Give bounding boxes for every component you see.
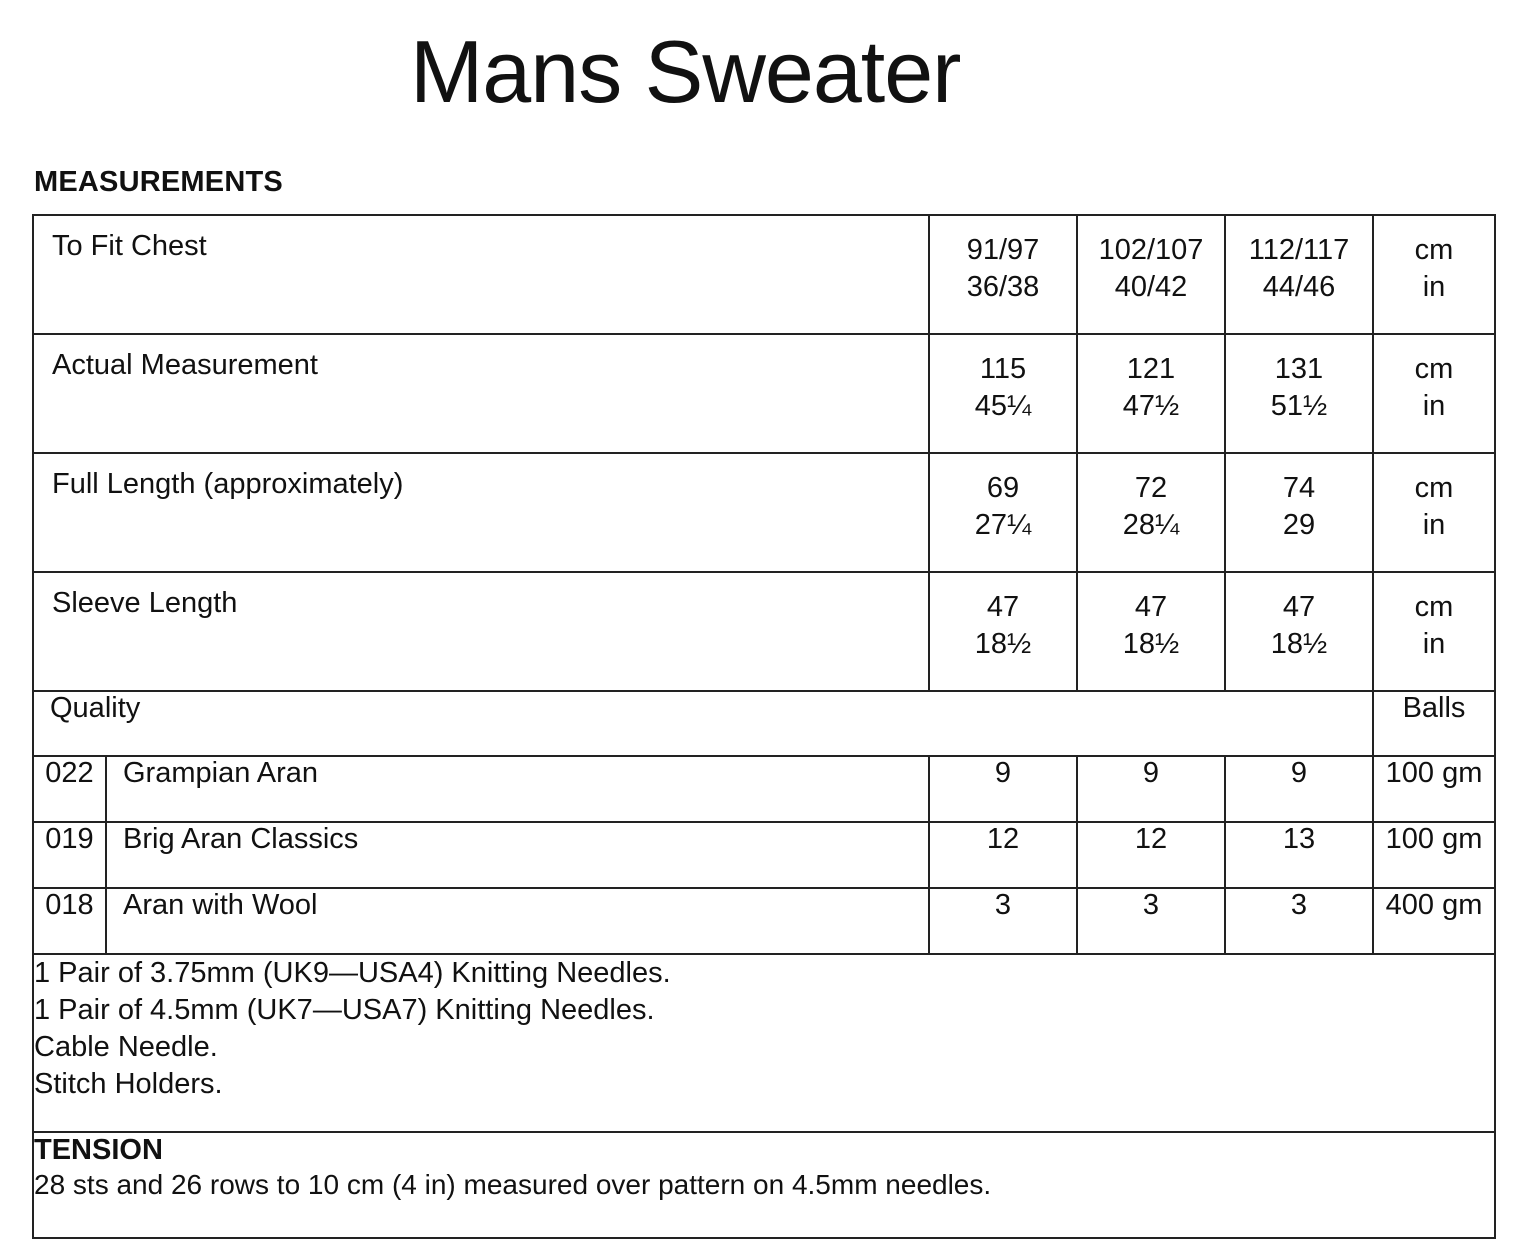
yarn-name: Brig Aran Classics xyxy=(106,822,929,888)
unit-label: cm in xyxy=(1373,334,1495,453)
yarn-code: 019 xyxy=(33,822,106,888)
tension-heading: TENSION xyxy=(34,1134,163,1166)
size-1-value: 69 27¼ xyxy=(929,453,1077,572)
needle-item: 1 Pair of 3.75mm (UK9—USA4) Knitting Needles. xyxy=(34,957,671,989)
ball-weight: 100 gm xyxy=(1373,822,1495,888)
size-1-value: 115 45¼ xyxy=(929,334,1077,453)
tension-row xyxy=(33,1132,1495,1238)
quality-row xyxy=(33,691,1495,756)
tension-text: 28 sts and 26 rows to 10 cm (4 in) measured over pattern on 4.5mm needles. xyxy=(34,1169,992,1200)
measurement-label: To Fit Chest xyxy=(33,215,929,334)
size-3-balls: 9 xyxy=(1225,756,1373,822)
size-3-value: 112/117 44/46 xyxy=(1225,215,1373,334)
size-1-value: 91/97 36/38 xyxy=(929,215,1077,334)
page-title: Mans Sweater xyxy=(410,22,961,121)
size-2-balls: 9 xyxy=(1077,756,1225,822)
unit-label: cm in xyxy=(1373,215,1495,334)
yarn-row xyxy=(33,756,1495,822)
yarn-row xyxy=(33,888,1495,954)
measurement-row-actual xyxy=(33,334,1495,453)
size-2-value: 72 28¼ xyxy=(1077,453,1225,572)
measurements-heading: MEASUREMENTS xyxy=(34,166,283,198)
size-3-value: 131 51½ xyxy=(1225,334,1373,453)
measurement-row-chest xyxy=(33,215,1495,334)
unit-label: cm in xyxy=(1373,572,1495,691)
size-2-balls: 12 xyxy=(1077,822,1225,888)
measurement-label: Full Length (approximately) xyxy=(33,453,929,572)
size-2-value: 47 18½ xyxy=(1077,572,1225,691)
size-2-value: 102/107 40/42 xyxy=(1077,215,1225,334)
size-1-balls: 12 xyxy=(929,822,1077,888)
ball-weight: 100 gm xyxy=(1373,756,1495,822)
size-1-balls: 3 xyxy=(929,888,1077,954)
needle-item: 1 Pair of 4.5mm (UK7—USA7) Knitting Needles. xyxy=(34,994,655,1026)
yarn-name: Grampian Aran xyxy=(106,756,929,822)
needles-row xyxy=(33,954,1495,1132)
measurement-label: Sleeve Length xyxy=(33,572,929,691)
measurement-row-sleeve xyxy=(33,572,1495,691)
yarn-name: Aran with Wool xyxy=(106,888,929,954)
yarn-code: 022 xyxy=(33,756,106,822)
size-3-balls: 3 xyxy=(1225,888,1373,954)
unit-label: cm in xyxy=(1373,453,1495,572)
yarn-code: 018 xyxy=(33,888,106,954)
needle-item: Cable Needle. xyxy=(34,1031,218,1063)
size-1-balls: 9 xyxy=(929,756,1077,822)
size-3-value: 74 29 xyxy=(1225,453,1373,572)
yarn-row xyxy=(33,822,1495,888)
ball-weight: 400 gm xyxy=(1373,888,1495,954)
tension-section xyxy=(33,1132,1495,1238)
size-2-balls: 3 xyxy=(1077,888,1225,954)
quality-label: Quality xyxy=(33,691,1373,756)
needle-item: Stitch Holders. xyxy=(34,1068,223,1100)
measurement-row-length xyxy=(33,453,1495,572)
balls-label: Balls xyxy=(1373,691,1495,756)
size-3-value: 47 18½ xyxy=(1225,572,1373,691)
size-1-value: 47 18½ xyxy=(929,572,1077,691)
measurement-label: Actual Measurement xyxy=(33,334,929,453)
needles-list xyxy=(33,954,1495,1132)
size-3-balls: 13 xyxy=(1225,822,1373,888)
measurements-table xyxy=(32,214,1496,1239)
size-2-value: 121 47½ xyxy=(1077,334,1225,453)
